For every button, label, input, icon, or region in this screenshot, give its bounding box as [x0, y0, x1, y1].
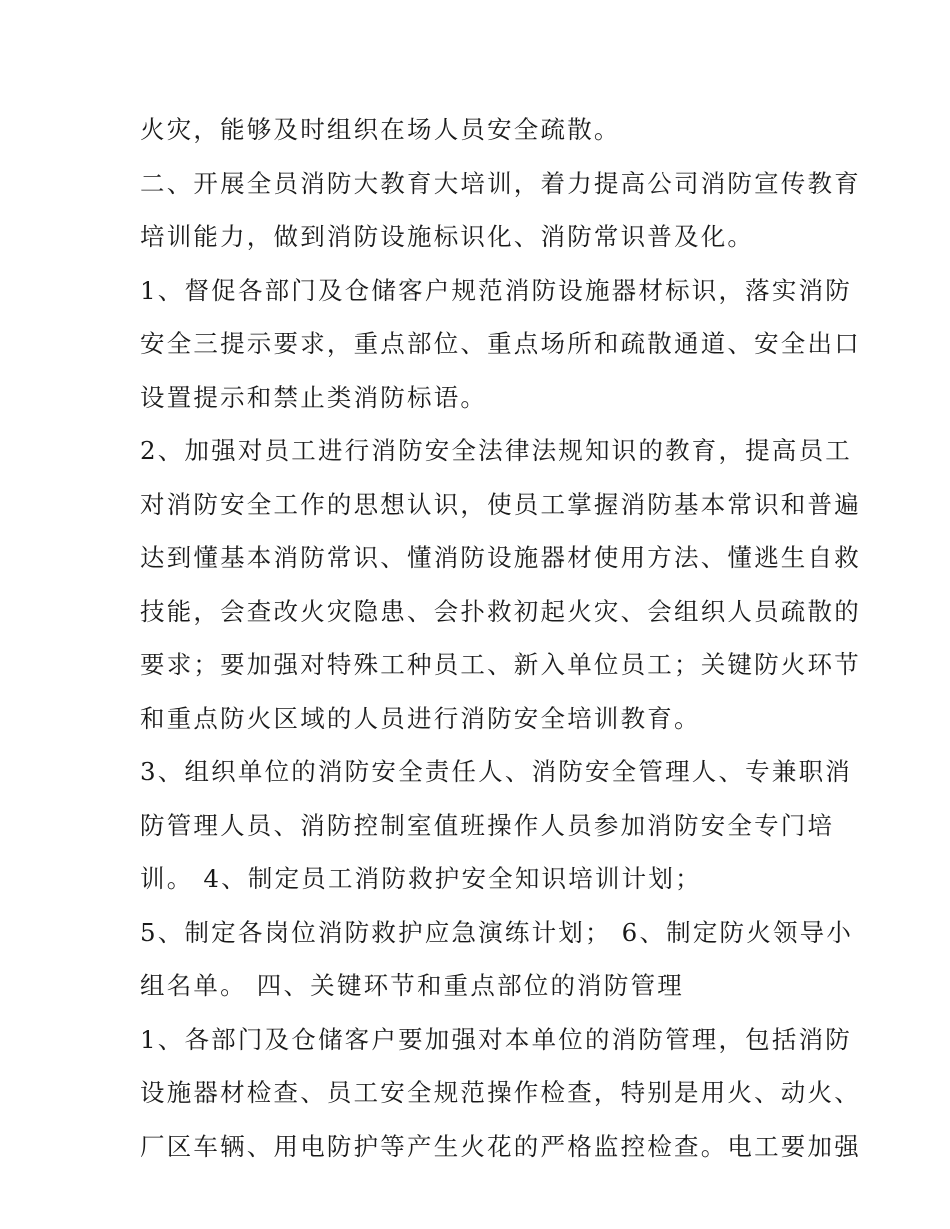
- text-line: 火灾，能够及时组织在场人员安全疏散。: [140, 115, 621, 144]
- list-item-line: 2、加强对员工进行消防安全法律法规知识的教育，提高员工: [140, 436, 852, 465]
- text-line: 安全三提示要求，重点部位、重点场所和疏散通道、安全出口: [140, 329, 861, 358]
- text-line: 和重点防火区域的人员进行消防安全培训教育。: [140, 703, 701, 733]
- text-line: 训。 4、制定员工消防救护安全知识培训计划；: [140, 864, 702, 893]
- text-line: 组名单。 四、关键环节和重点部位的消防管理: [140, 971, 684, 1000]
- text-line: 设施器材检查、员工安全规范操作检查，特别是用火、动火、: [140, 1078, 861, 1107]
- list-item-line: 5、制定各岗位消防救护应急演练计划； 6、制定防火领导小: [140, 917, 854, 947]
- document-page: [140, 103, 861, 1173]
- list-item-line: 1、各部门及仓储客户要加强对本单位的消防管理，包括消防: [140, 1024, 852, 1054]
- text-line: 要求；要加强对特殊工种员工、新入单位员工；关键防火环节: [140, 650, 861, 679]
- text-line: 厂区车辆、用电防护等产生火花的严格监控检查。电工要加强: [140, 1131, 861, 1161]
- list-item-line: 3、组织单位的消防安全责任人、消防安全管理人、专兼职消: [140, 757, 852, 786]
- section-heading-line: 二、开展全员消防大教育大培训，着力提高公司消防宣传教育: [140, 168, 861, 198]
- list-item-line: 1、督促各部门及仓储客户规范消防设施器材标识，落实消防: [140, 275, 852, 305]
- text-line: 对消防安全工作的思想认识，使员工掌握消防基本常识和普遍: [140, 489, 861, 519]
- text-line: 达到懂基本消防常识、懂消防设施器材使用方法、懂逃生自救: [140, 543, 861, 572]
- text-line: 防管理人员、消防控制室值班操作人员参加消防安全专门培: [140, 810, 835, 840]
- text-line: 培训能力，做到消防设施标识化、消防常识普及化。: [140, 222, 755, 251]
- text-line: 技能，会查改火灾隐患、会扑救初起火灾、会组织人员疏散的: [140, 596, 861, 626]
- text-line: 设置提示和禁止类消防标语。: [140, 382, 488, 412]
